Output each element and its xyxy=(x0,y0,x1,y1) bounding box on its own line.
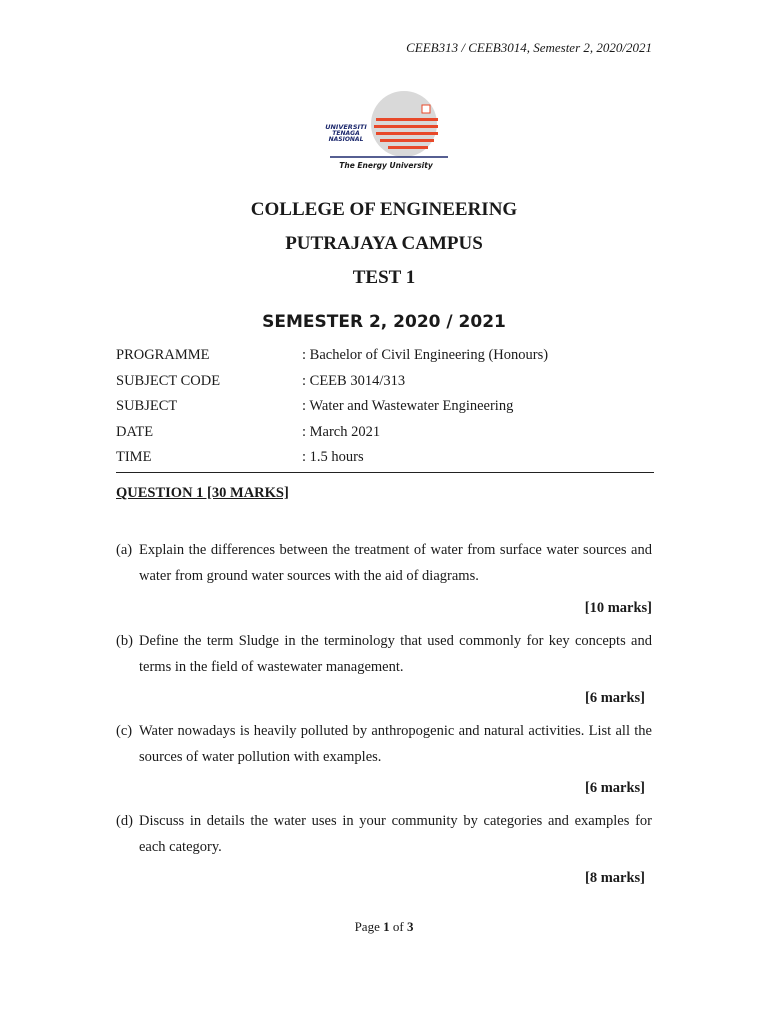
info-key: DATE xyxy=(116,423,154,440)
question-heading: QUESTION 1 [30 MARKS] xyxy=(116,485,289,501)
question-item-a xyxy=(116,537,652,589)
college-title: COLLEGE OF ENGINEERING xyxy=(250,199,518,220)
item-text: Explain the differences between the treatment of water from surface water sources and water from ground water sources with the aid of diagrams. xyxy=(139,542,652,584)
document-reference: CEEB313 / CEEB3014, Semester 2, 2020/2021 xyxy=(406,40,652,55)
university-logo-graphic xyxy=(318,88,454,174)
test-title: TEST 1 xyxy=(352,267,416,288)
exam-info-table xyxy=(116,343,656,471)
semester-title: SEMESTER 2, 2020 / 2021 xyxy=(262,312,506,332)
item-text: Define the term Sludge in the terminology that used commonly for key concepts and terms in the field of wastewater management. xyxy=(139,633,652,675)
question-item-b xyxy=(116,628,652,680)
logo-red-stripe xyxy=(376,118,438,121)
info-value: : CEEB 3014/313 xyxy=(302,372,406,389)
info-key: SUBJECT xyxy=(116,398,178,415)
item-text: Water nowadays is heavily polluted by anthropogenic and natural activities. List all the sources of water pollution with examples. xyxy=(139,723,652,765)
item-marks-d: [8 marks] xyxy=(584,870,645,886)
logo-red-stripe xyxy=(380,139,434,142)
logo-red-stripe xyxy=(374,125,438,128)
info-row-subject-code xyxy=(116,369,656,395)
header-divider xyxy=(116,472,654,473)
item-label: (c) xyxy=(116,723,133,739)
campus-title: PUTRAJAYA CAMPUS xyxy=(285,233,483,254)
info-value: : March 2021 xyxy=(302,423,381,440)
question-item-d xyxy=(116,808,652,860)
item-marks-c: [6 marks] xyxy=(584,780,645,796)
page-current: 1 xyxy=(383,919,390,934)
logo-tagline: The Energy University xyxy=(339,161,433,170)
info-key: SUBJECT CODE xyxy=(116,372,221,389)
info-value: : Bachelor of Civil Engineering (Honours) xyxy=(302,347,549,364)
info-row-time xyxy=(116,445,656,471)
info-value: : 1.5 hours xyxy=(302,449,364,466)
page-total: 3 xyxy=(406,919,414,934)
item-label: (b) xyxy=(116,633,133,649)
university-logo xyxy=(318,88,454,174)
item-label: (d) xyxy=(116,813,133,829)
item-marks-a: [10 marks] xyxy=(584,600,652,616)
logo-wordmark-line1: UNIVERSITI xyxy=(325,123,367,131)
info-row-date xyxy=(116,420,656,446)
logo-red-stripe xyxy=(376,132,438,135)
info-key: TIME xyxy=(116,449,152,466)
page-number xyxy=(0,919,768,935)
item-marks-b: [6 marks] xyxy=(584,690,645,706)
logo-wordmark-line3: NASIONAL xyxy=(328,136,364,143)
info-row-subject xyxy=(116,394,656,420)
item-label: (a) xyxy=(116,542,133,558)
page-of: of xyxy=(392,919,404,934)
info-value: : Water and Wastewater Engineering xyxy=(302,398,514,415)
logo-wordmark-line2: TENAGA xyxy=(332,130,360,137)
page-prefix: Page xyxy=(354,919,380,934)
logo-red-stripe xyxy=(388,146,428,149)
question-item-c xyxy=(116,718,652,770)
info-row-programme xyxy=(116,343,656,369)
item-text: Discuss in details the water uses in your community by categories and examples for each category. xyxy=(139,813,652,855)
logo-emblem-icon xyxy=(422,105,430,113)
info-key: PROGRAMME xyxy=(116,347,210,364)
